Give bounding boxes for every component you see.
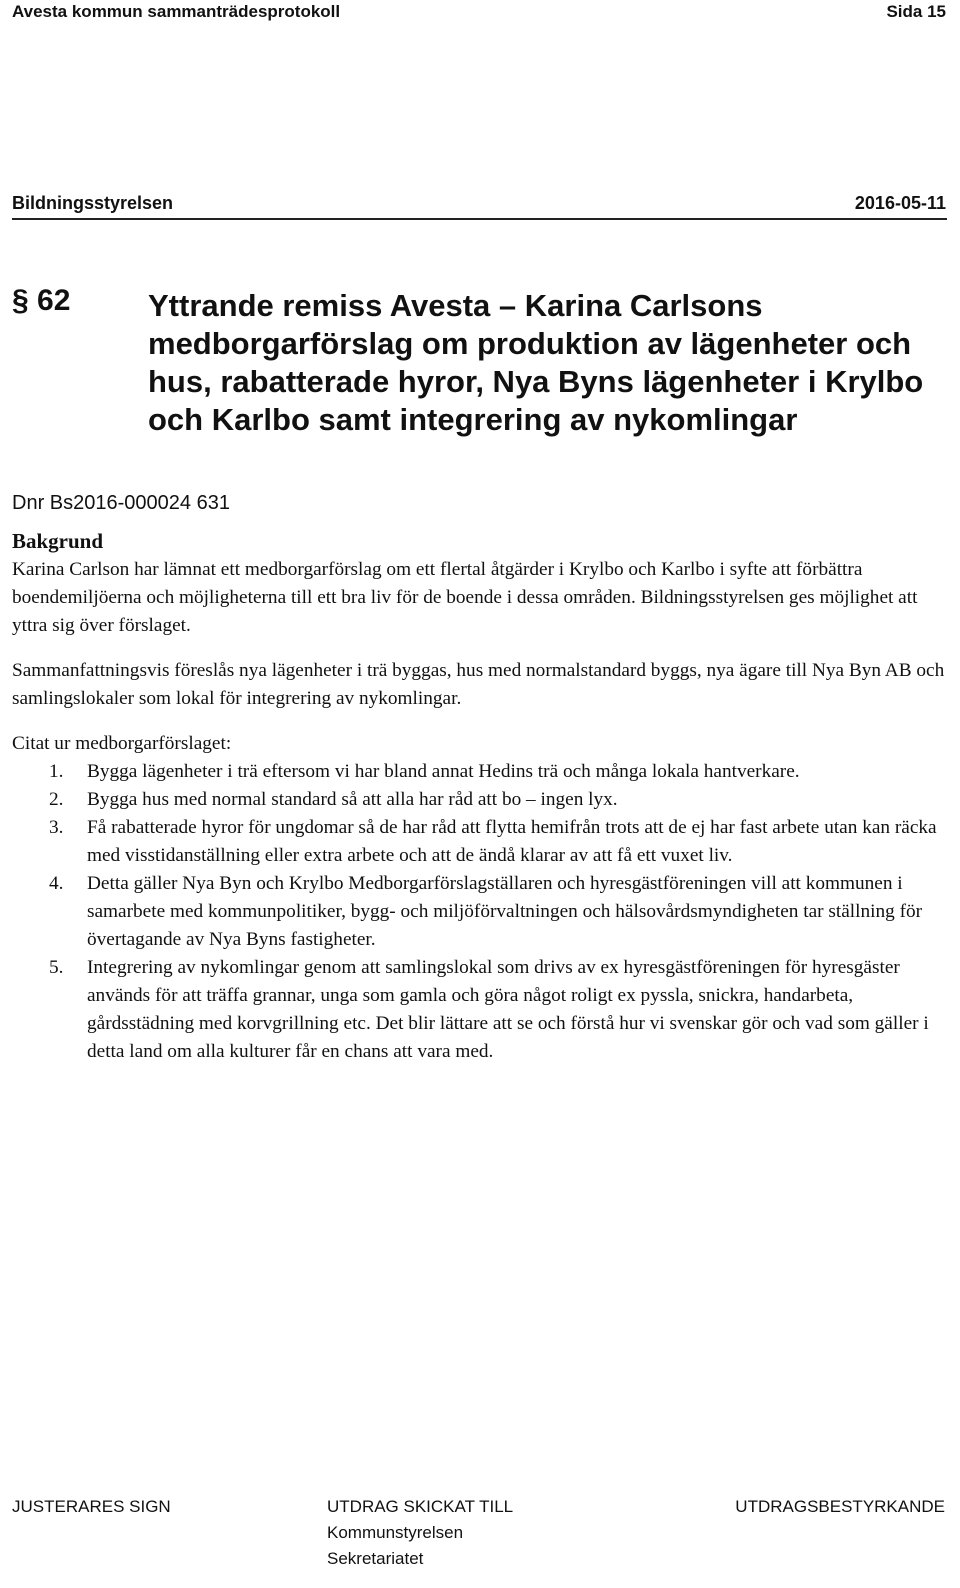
item-title: Yttrande remiss Avesta – Karina Carlsons medborgarförslag om produktion av lägenheter och hus, rabatterade hyror, Nya Byns lägenheter i Krylbo och Karlbo samt integrering av nykomlingar — [148, 288, 924, 437]
page-footer — [12, 1494, 947, 1588]
quote-intro: Citat ur medborgarförslaget: — [12, 733, 232, 754]
page-header — [12, 2, 948, 28]
paragraph-number: § 62 — [12, 284, 71, 317]
header-divider — [12, 218, 947, 220]
list-item-number: 4. — [49, 873, 64, 894]
list-item-number: 3. — [49, 817, 64, 838]
list-item-number: 5. — [49, 957, 64, 978]
distribution-recipient: Kommunstyrelsen — [327, 1523, 464, 1542]
page-number: Sida 15 — [886, 2, 946, 21]
list-item — [12, 954, 947, 1066]
list-item-text: Få rabatterade hyror för ungdomar så de har råd att flytta hemifrån trots att de ej har fast arbete utan kan räcka med visstidanställning eller extra arbete och att de ändå klarar av att få ett vuxet liv. — [87, 817, 937, 866]
certification-label: UTDRAGSBESTYRKANDE — [735, 1497, 945, 1516]
list-item-number: 1. — [49, 761, 64, 782]
list-item-text: Detta gäller Nya Byn och Krylbo Medborgarförslagställaren och hyresgästföreningen vill att kommunen i samarbete med kommunpolitiker, bygg- och miljöförvaltningen och hälsovårdsmyndigheten tar ställning för övertagande av Nya Byns fastigheter. — [87, 873, 923, 950]
list-item — [12, 758, 947, 786]
distribution-block — [327, 1494, 513, 1572]
proposal-list — [12, 758, 947, 1066]
list-item-number: 2. — [49, 789, 64, 810]
signature-label: JUSTERARES SIGN — [12, 1497, 171, 1516]
case-number: Dnr Bs2016-000024 631 — [12, 492, 230, 514]
list-item-text: Integrering av nykomlingar genom att samlingslokal som drivs av ex hyresgästföreningen för hyresgäster används för att träffa grannar, unga som gamla och göra något roligt ex pyssla, snickra, handarbeta, gårdsstädning med korvgrillning etc. Det blir lättare att se och förstå hur vi svenskar gör och vad som gäller i detta land om alla kulturer får en chans att vara med. — [87, 957, 929, 1062]
list-item — [12, 786, 947, 814]
meeting-date: 2016-05-11 — [854, 193, 946, 213]
list-item — [12, 870, 947, 954]
document-title: Avesta kommun sammanträdesprotokoll — [12, 2, 341, 21]
distribution-label: UTDRAG SKICKAT TILL — [327, 1497, 514, 1516]
organization-line — [12, 193, 948, 219]
summary-paragraph: Sammanfattningsvis föreslås nya lägenheter i trä byggas, hus med normalstandard byggs, nya ägare till Nya Byn AB och samlingslokaler som lokal för integrering av nykomlingar. — [12, 660, 945, 709]
item-body — [12, 526, 947, 1066]
section-heading: Bakgrund — [12, 529, 104, 553]
list-item-text: Bygga hus med normal standard så att alla har råd att bo – ingen lyx. — [87, 789, 618, 810]
organization-name: Bildningsstyrelsen — [12, 193, 174, 213]
distribution-recipient: Sekretariatet — [327, 1549, 424, 1568]
list-item-text: Bygga lägenheter i trä eftersom vi har bland annat Hedins trä och många lokala hantverkare. — [87, 761, 800, 782]
background-paragraph: Karina Carlson har lämnat ett medborgarförslag om ett flertal åtgärder i Krylbo och Karlbo i syfte att förbättra boendemiljöerna och möjligheterna till ett bra liv för de boende i dessa områden. Bildningsstyrelsen ges möjlighet att yttra sig över förslaget. — [12, 559, 918, 636]
list-item — [12, 814, 947, 870]
